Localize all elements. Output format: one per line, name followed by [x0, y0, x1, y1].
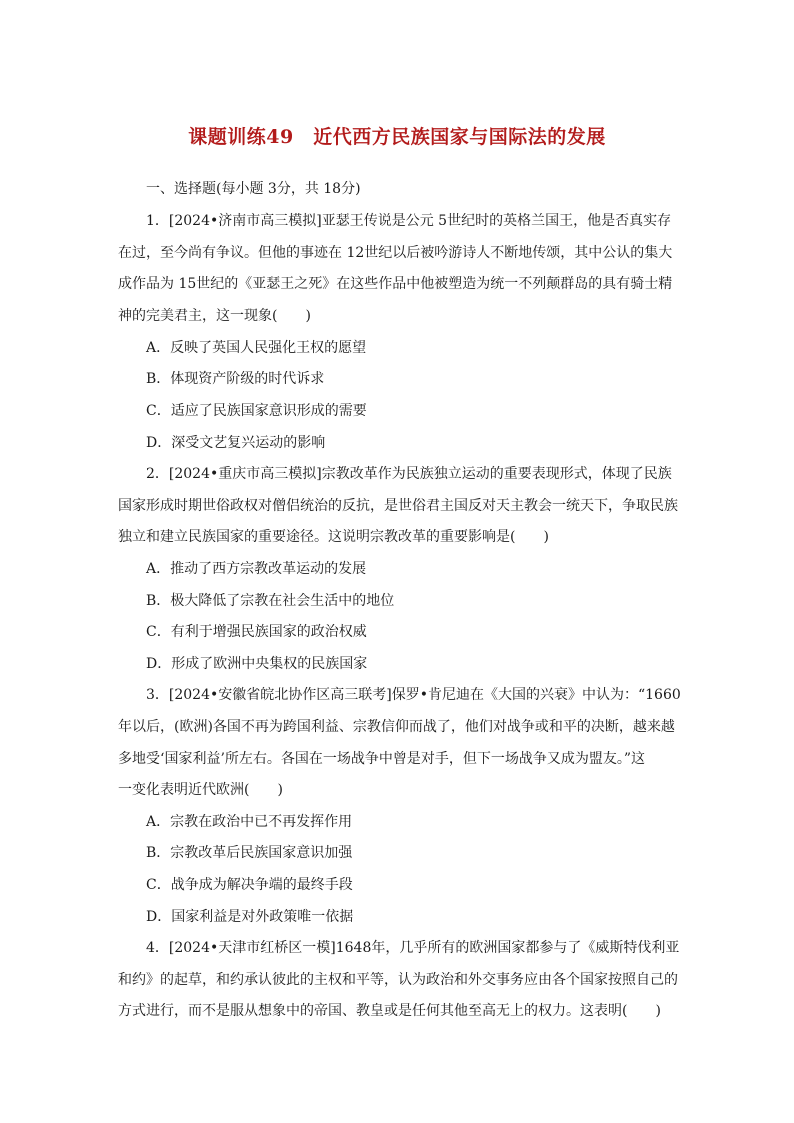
- question-3-line-1: 3．[2024•安徽省皖北协作区高三联考]保罗•肯尼迪在《大国的兴衰》中认为：“1660: [146, 687, 681, 703]
- question-2-line-3: 独立和建立民族国家的重要途径。这说明宗教改革的重要影响是( ): [118, 529, 549, 545]
- question-3-line-2: 年以后，(欧洲)各国不再为跨国利益、宗教信仰而战了，他们对战争或和平的决断，越来越: [118, 719, 675, 735]
- question-1-option-b: B．体现资产阶级的时代诉求: [146, 371, 325, 387]
- question-3-line-3: 多地受‘国家利益’所左右。各国在一场战争中曾是对手，但下一场战争又成为盟友。”这: [118, 751, 646, 767]
- question-1-line-4: 神的完美君主，这一现象( ): [118, 308, 311, 324]
- question-2-line-1: 2．[2024•重庆市高三模拟]宗教改革作为民族独立运动的重要表现形式，体现了民族: [146, 466, 672, 482]
- question-3-option-d: D．国家利益是对外政策唯一依据: [146, 909, 354, 925]
- section-heading: 一、选择题(每小题 3分，共 18分): [146, 181, 361, 197]
- question-1-line-1: 1．[2024•济南市高三模拟]亚瑟王传说是公元 5世纪时的英格兰国王，他是否真实存: [146, 213, 672, 229]
- question-3-option-a: A．宗教在政治中已不再发挥作用: [146, 814, 353, 830]
- question-4-line-1: 4．[2024•天津市红桥区一模]1648年，几乎所有的欧洲国家都参与了《威斯特伐利亚: [146, 940, 680, 956]
- question-1-option-c: C．适应了民族国家意识形成的需要: [146, 403, 367, 419]
- question-3-option-b: B．宗教改革后民族国家意识加强: [146, 845, 353, 861]
- question-3-option-c: C．战争成为解决争端的最终手段: [146, 877, 353, 893]
- question-2-line-2: 国家形成时期世俗政权对僧侣统治的反抗，是世俗君主国反对天主教会一统天下，争取民族: [118, 498, 678, 514]
- question-3-line-4: 一变化表明近代欧洲( ): [118, 782, 283, 798]
- question-4-line-3: 方式进行，而不是服从想象中的帝国、教皇或是任何其他至高无上的权力。这表明( ): [118, 1003, 661, 1019]
- question-2-option-d: D．形成了欧洲中央集权的民族国家: [146, 656, 368, 672]
- question-1-line-2: 在过，至今尚有争议。但他的事迹在 12世纪以后被吟游诗人不断地传颂，其中公认的集大: [118, 245, 673, 261]
- question-2-option-c: C．有利于增强民族国家的政治权威: [146, 624, 367, 640]
- page-title: 课题训练49 近代西方民族国家与国际法的发展: [188, 126, 606, 148]
- question-1-option-d: D．深受文艺复兴运动的影响: [146, 435, 326, 451]
- question-2-option-b: B．极大降低了宗教在社会生活中的地位: [146, 593, 395, 609]
- question-2-option-a: A．推动了西方宗教改革运动的发展: [146, 561, 367, 577]
- question-4-line-2: 和约》的起草，和约承认彼此的主权和平等，认为政治和外交事务应由各个国家按照自己的: [118, 972, 678, 988]
- question-1-line-3: 成作品为 15世纪的《亚瑟王之死》在这些作品中他被塑造为统一不列颠群岛的具有骑士精: [118, 276, 673, 292]
- question-1-option-a: A．反映了英国人民强化王权的愿望: [146, 340, 367, 356]
